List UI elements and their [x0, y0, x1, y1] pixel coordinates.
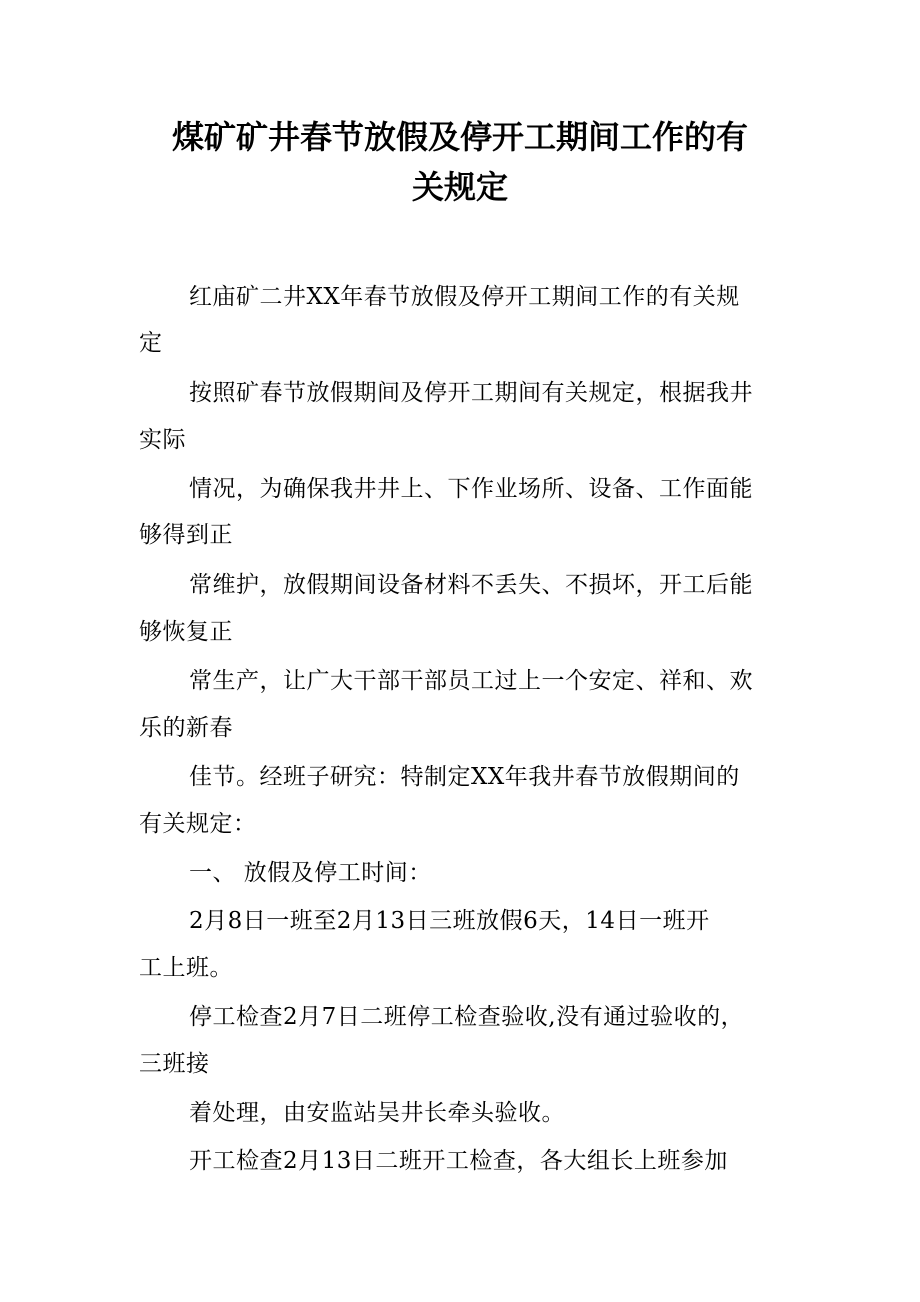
paragraph-line: 三班接: [139, 1051, 210, 1077]
paragraph-line: 停工检查2月7日二班停工检查验收,没有通过验收的，: [189, 1004, 745, 1030]
paragraph-line: 有关规定：: [139, 811, 257, 837]
paragraph-line: 按照矿春节放假期间及停开工期间有关规定，根据我井: [189, 380, 753, 406]
paragraph-line: 工上班。: [139, 955, 233, 981]
paragraph-line: 开工检查2月13日二班开工检查，各大组长上班参加: [189, 1148, 728, 1174]
paragraph-line: 常维护，放假期间设备材料不丢失、不损坏，开工后能: [189, 572, 753, 598]
paragraph-line: 常生产，让广大干部干部员工过上一个安定、祥和、欢: [189, 668, 753, 694]
paragraph-line: 佳节。经班子研究：特制定XX年我井春节放假期间的: [189, 764, 740, 790]
paragraph-line: 定: [139, 330, 163, 356]
paragraph-line: 着处理，由安监站吴井长牵头验收。: [189, 1100, 565, 1126]
paragraph-line: 红庙矿二井XX年春节放假及停开工期间工作的有关规: [189, 284, 740, 310]
paragraph-line: 乐的新春: [139, 715, 233, 741]
document-title-line-2: 关规定: [411, 168, 508, 206]
paragraph-line: 够得到正: [139, 522, 233, 548]
document-title-line-1: 煤矿矿井春节放假及停开工期间工作的有: [171, 118, 748, 156]
paragraph-line: 实际: [139, 427, 186, 453]
paragraph-line: 情况，为确保我井井上、下作业场所、设备、工作面能: [189, 476, 753, 502]
section-heading: 一、 放假及停工时间：: [189, 860, 432, 886]
paragraph-line: 2月8日一班至2月13日三班放假6天，14日一班开: [189, 908, 710, 934]
paragraph-line: 够恢复正: [139, 619, 233, 645]
